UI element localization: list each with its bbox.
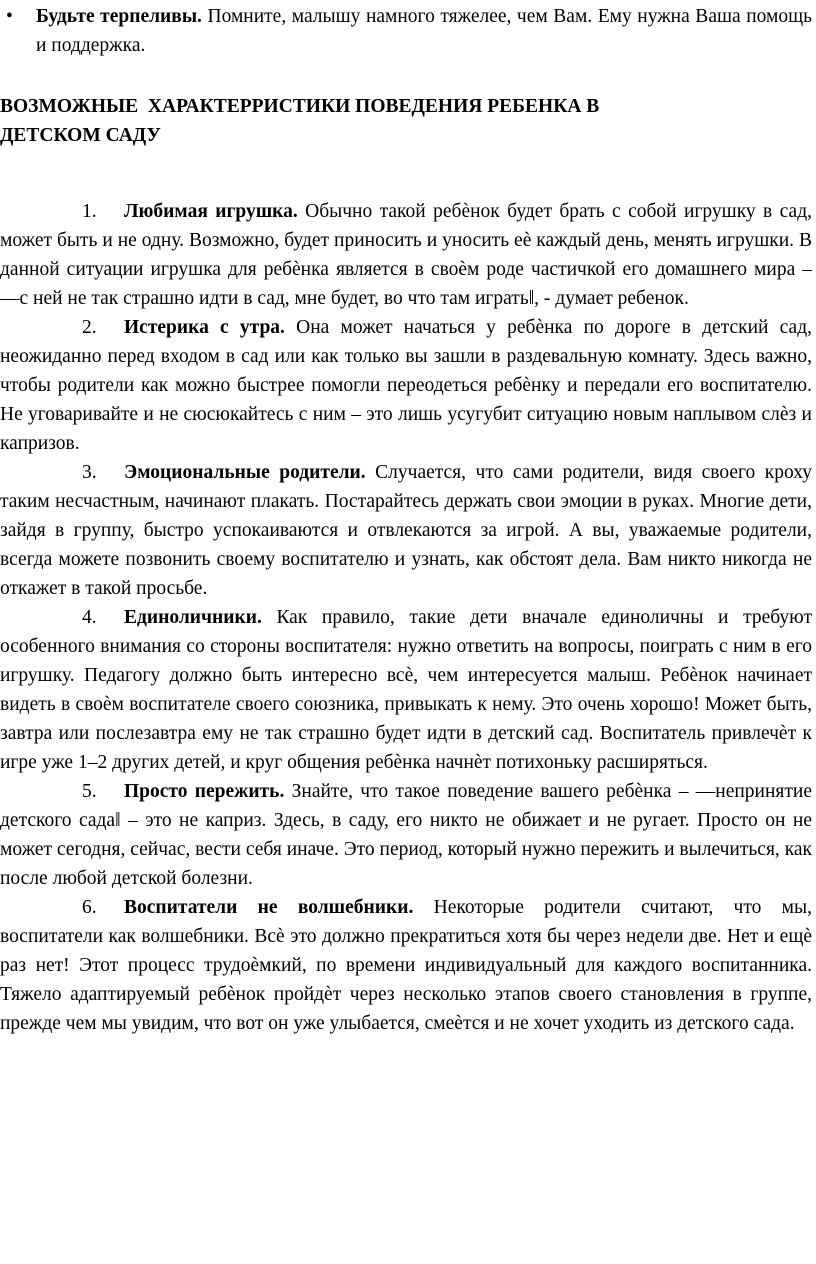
list-item-title: Воспитатели не волшебники. [124,897,414,918]
bullet-bold-lead: Будьте терпеливы. [36,6,202,27]
list-item-text: Она может начаться у ребѐнка по дороге в детский сад, неожиданно перед входом в сад или как только вы зашли в раздевальную комнату. Здесь важно, чтобы родители как можно быстрее помогли переодеться ребѐнку и передали его воспитателю. Не уговаривайте и не сюсюкайтесь с ним – это лишь усугубит ситуацию новым наплывом слѐз и капризов. [0,317,813,454]
list-item-number: 5. [82,781,97,802]
list-item-2 [0,313,812,458]
list-item-4 [0,603,812,777]
behavior-list [0,197,812,1038]
bullet-text [36,2,812,60]
list-item-3 [0,458,812,603]
bullet-body: Помните, малышу намного тяжелее, чем Вам. Ему нужна Ваша помощь и поддержка. [36,6,813,56]
list-item-number: 6. [82,897,97,918]
list-item-title: Любимая игрушка. [124,201,298,222]
list-item-title: Истерика с утра. [124,317,285,338]
section-heading [0,92,812,150]
list-item-number: 1. [82,201,97,222]
list-item-title: Единоличники. [124,607,262,628]
list-item-number: 2. [82,317,97,338]
list-item-number: 3. [82,462,97,483]
list-item-6 [0,893,812,1038]
section-heading-line-1: ВОЗМОЖНЫЕ ХАРАКТЕРРИСТИКИ ПОВЕДЕНИЯ РЕБЕНКА В [0,96,600,117]
bullet-dot-icon: • [6,6,13,27]
list-item-text: Знайте, что такое поведение вашего ребѐнка – ―непринятие детского сада‖ – это не каприз. Здесь, в саду, его никто не обижает и не ругает. Просто он не может сегодня, сейчас, вести себя иначе. Это период, который нужно пережить и вылечиться, как после любой детской болезни. [0,781,812,889]
list-item-text: Обычно такой ребѐнок будет брать с собой игрушку в сад, может быть и не одну. Возможно, будет приносить и уносить еѐ каждый день, менять игрушки. В данной ситуации игрушка для ребѐнка является в своѐм роде частичкой его домашнего мира – ―с ней не так страшно идти в сад, мне будет, во что там играть‖, - думает ребенок. [0,201,813,309]
list-item-1 [0,197,812,313]
list-item-text: Как правило, такие дети вначале единоличны и требуют особенного внимания со стороны воспитателя: нужно ответить на вопросы, поиграть с ним в его игрушку. Педагогу должно быть интересно всѐ, чем интересуется малыш. Ребѐнок начинает видеть в своѐм воспитателе своего союзника, привыкать к нему. Это очень хорошо! Может быть, завтра или послезавтра ему не так страшно будет идти в детский сад. Воспитатель привлечѐт к игре уже 1–2 других детей, и круг общения ребѐнка начнѐт потихоньку расширяться. [0,607,812,773]
list-item-title: Просто пережить. [124,781,285,802]
list-item-text: Некоторые родители считают, что мы, воспитатели как волшебники. Всѐ это должно прекратиться хотя бы через недели две. Нет и ещѐ раз нет! Этот процесс трудоѐмкий, по времени индивидуальный для каждого воспитанника. Тяжело адаптируемый ребѐнок пройдѐт через несколько этапов своего становления в группе, прежде чем мы увидим, что вот он уже улыбается, смеѐтся и не хочет уходить из детского сада. [0,897,812,1034]
list-item-title: Эмоциональные родители. [124,462,366,483]
section-heading-line-2: ДЕТСКОМ САДУ [0,125,161,146]
list-item-text: Случается, что сами родители, видя своего кроху таким несчастным, начинают плакать. Постарайтесь держать свои эмоции в руках. Многие дети, зайдя в группу, быстро успокаиваются и отвлекаются за игрой. А вы, уважаемые родители, всегда можете позвонить своему воспитателю и узнать, как обстоят дела. Вам никто никогда не откажет в такой просьбе. [0,462,813,599]
list-item-number: 4. [82,607,97,628]
list-item-5 [0,777,812,893]
bullet-paragraph [6,2,812,60]
